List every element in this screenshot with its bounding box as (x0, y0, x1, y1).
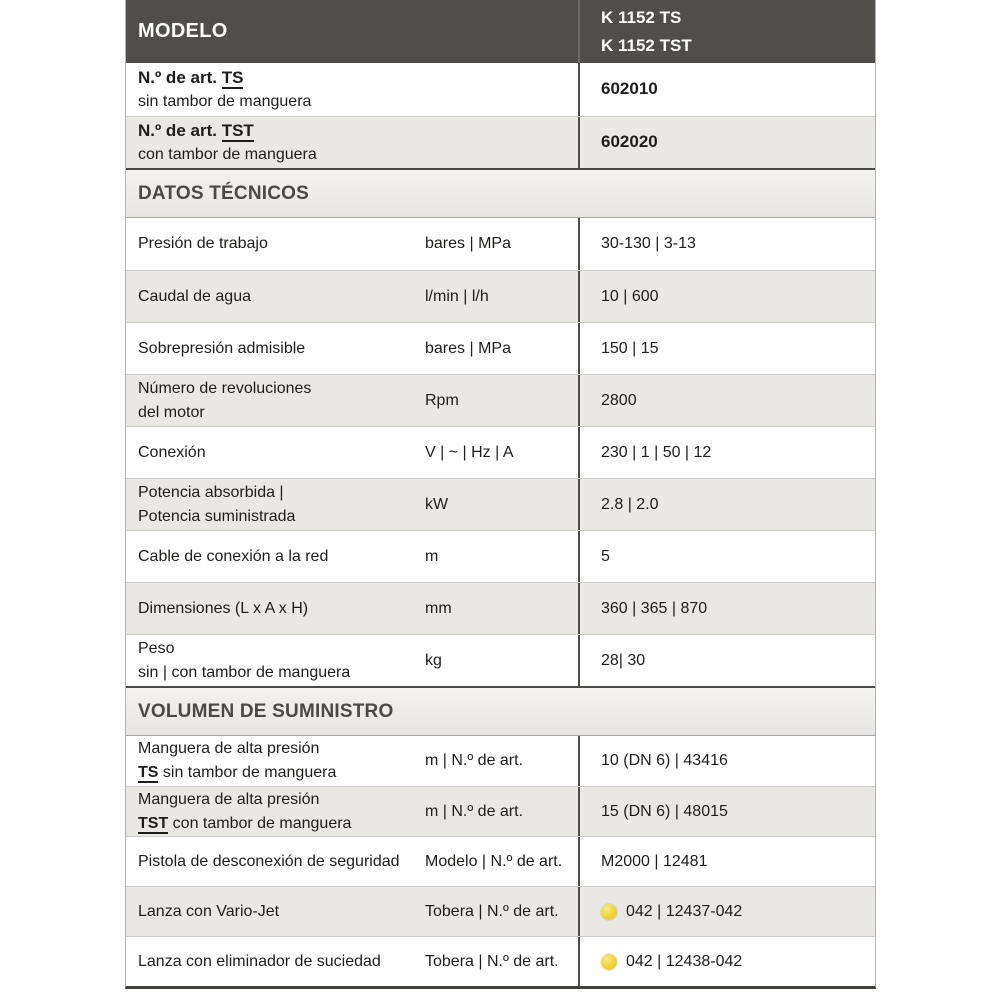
label-rest: con tambor de manguera (172, 814, 352, 832)
row-label-cell (126, 850, 425, 874)
tech-spec-row (126, 582, 875, 634)
section-header-datos-tecnicos: DATOS TÉCNICOS (126, 168, 875, 218)
row-value-cell: 2800 (578, 375, 875, 426)
supply-row (126, 936, 875, 986)
row-label-cell (126, 545, 425, 569)
row-unit-cell: bares | MPa (425, 339, 511, 357)
row-label-line1: Lanza con eliminador de suciedad (138, 952, 381, 970)
row-value-cell: 602020 (578, 117, 875, 169)
nozzle-dot-icon (601, 954, 617, 970)
row-unit-cell: m | N.º de art. (425, 752, 524, 769)
row-unit-cell: kW (425, 495, 449, 513)
value-with-dot (601, 903, 742, 921)
row-value-cell (578, 887, 875, 936)
technical-data-group (126, 218, 875, 686)
value-with-dot (601, 953, 742, 971)
tech-spec-row (126, 270, 875, 322)
row-value-cell: 2.8 | 2.0 (578, 479, 875, 530)
row-label-line1: Lanza con Vario-Jet (138, 902, 280, 920)
article-number-group (126, 63, 875, 168)
row-label-line1: Caudal de agua (138, 287, 251, 305)
row-label-line1: Conexión (138, 443, 206, 461)
section-header-volumen-de-suministro: VOLUMEN DE SUMINISTRO (126, 686, 875, 736)
tech-spec-row (126, 634, 875, 686)
row-label-cell (126, 65, 578, 113)
row-unit-cell: l/min | l/h (425, 287, 489, 305)
label-prefix: N.º de art. (138, 68, 217, 88)
row-label-cell (126, 737, 425, 785)
row-label-line2: sin | con tambor de manguera (138, 663, 351, 681)
row-label-line1: Sobrepresión admisible (138, 339, 306, 357)
row-label-cell (126, 900, 425, 924)
row-unit-cell: bares | MPa (425, 235, 511, 252)
row-label-line2: sin tambor de manguera (138, 93, 312, 111)
row-label-line1: Manguera de alta presión (138, 790, 320, 808)
article-number-row-ts (126, 63, 875, 116)
label-code: TST (221, 121, 254, 141)
supply-row (126, 886, 875, 936)
row-label-line1: Dimensiones (L x A x H) (138, 599, 309, 617)
row-label-cell (126, 597, 425, 621)
value-text: 042 | 12437-042 (626, 902, 743, 920)
row-label-line2: del motor (138, 403, 205, 421)
row-unit-cell: m (425, 547, 439, 565)
row-label-line1: Potencia absorbida | (138, 483, 284, 501)
product-spec-table (125, 0, 876, 989)
row-unit-cell: Modelo | N.º de art. (425, 852, 563, 870)
row-value-cell: 5 (578, 531, 875, 582)
row-value-cell: 28| 30 (578, 635, 875, 686)
model-column-header: MODELO (138, 20, 228, 42)
row-label-line1: Peso (138, 639, 175, 657)
row-label-cell (126, 285, 425, 309)
row-label-cell (126, 441, 425, 465)
tech-spec-row (126, 218, 875, 270)
row-value-cell: M2000 | 12481 (578, 837, 875, 886)
supply-row (126, 786, 875, 836)
row-value-cell: 150 | 15 (578, 323, 875, 374)
row-label-cell (126, 377, 425, 425)
row-label-line1: Cable de conexión a la red (138, 547, 329, 565)
row-label-line1: Manguera de alta presión (138, 740, 320, 757)
label-code: TS (221, 68, 244, 88)
row-label-cell (126, 637, 425, 685)
row-label-line2: con tambor de manguera (138, 146, 317, 164)
row-label-line1: Número de revoluciones (138, 379, 312, 397)
row-label-line2 (138, 812, 425, 836)
row-label-cell (126, 950, 425, 974)
row-unit-cell: V | ~ | Hz | A (425, 443, 514, 461)
tech-spec-row (126, 530, 875, 582)
row-unit-cell: kg (425, 651, 442, 669)
row-label-cell (126, 337, 425, 361)
row-unit-cell: Tobera | N.º de art. (425, 902, 559, 920)
tech-spec-row (126, 374, 875, 426)
row-value-cell: 10 | 600 (578, 271, 875, 322)
tech-spec-row (126, 426, 875, 478)
row-value-cell: 30-130 | 3-13 (578, 218, 875, 270)
row-label-cell (126, 788, 425, 836)
row-value-cell (578, 937, 875, 986)
supply-group (126, 736, 875, 986)
row-unit-cell: mm (425, 599, 452, 617)
label-code: TS (138, 764, 159, 781)
label-rest: sin tambor de manguera (162, 764, 337, 781)
model-name: K 1152 TST (601, 35, 692, 55)
row-unit-cell: Tobera | N.º de art. (425, 952, 559, 970)
tech-spec-row (126, 478, 875, 530)
row-unit-cell: Rpm (425, 391, 459, 409)
table-header-row (126, 0, 875, 63)
tech-spec-row (126, 322, 875, 374)
row-label-cell (126, 481, 425, 529)
row-value-cell: 15 (DN 6) | 48015 (578, 787, 875, 836)
row-value-cell: 602010 (578, 63, 875, 116)
row-value-cell: 230 | 1 | 50 | 12 (578, 427, 875, 478)
row-label-line1 (138, 118, 578, 143)
model-name: K 1152 TS (601, 7, 682, 27)
nozzle-dot-icon (601, 904, 617, 920)
row-value-cell: 10 (DN 6) | 43416 (578, 736, 875, 786)
value-text: 042 | 12438-042 (626, 952, 743, 970)
row-unit-cell: m | N.º de art. (425, 802, 524, 820)
row-label-cell (126, 118, 578, 166)
row-value-cell: 360 | 365 | 870 (578, 583, 875, 634)
model-names (578, 0, 875, 63)
row-label-line1 (138, 65, 578, 90)
label-code: TST (138, 814, 169, 832)
row-label-cell (126, 232, 425, 256)
label-prefix: N.º de art. (138, 121, 217, 141)
row-label-line1: Presión de trabajo (138, 235, 268, 252)
article-number-row-tst (126, 116, 875, 169)
supply-row (126, 836, 875, 886)
row-label-line1: Pistola de desconexión de seguridad (138, 852, 400, 870)
row-label-line2 (138, 761, 425, 785)
row-label-line2: Potencia suministrada (138, 507, 296, 525)
supply-row (126, 736, 875, 786)
